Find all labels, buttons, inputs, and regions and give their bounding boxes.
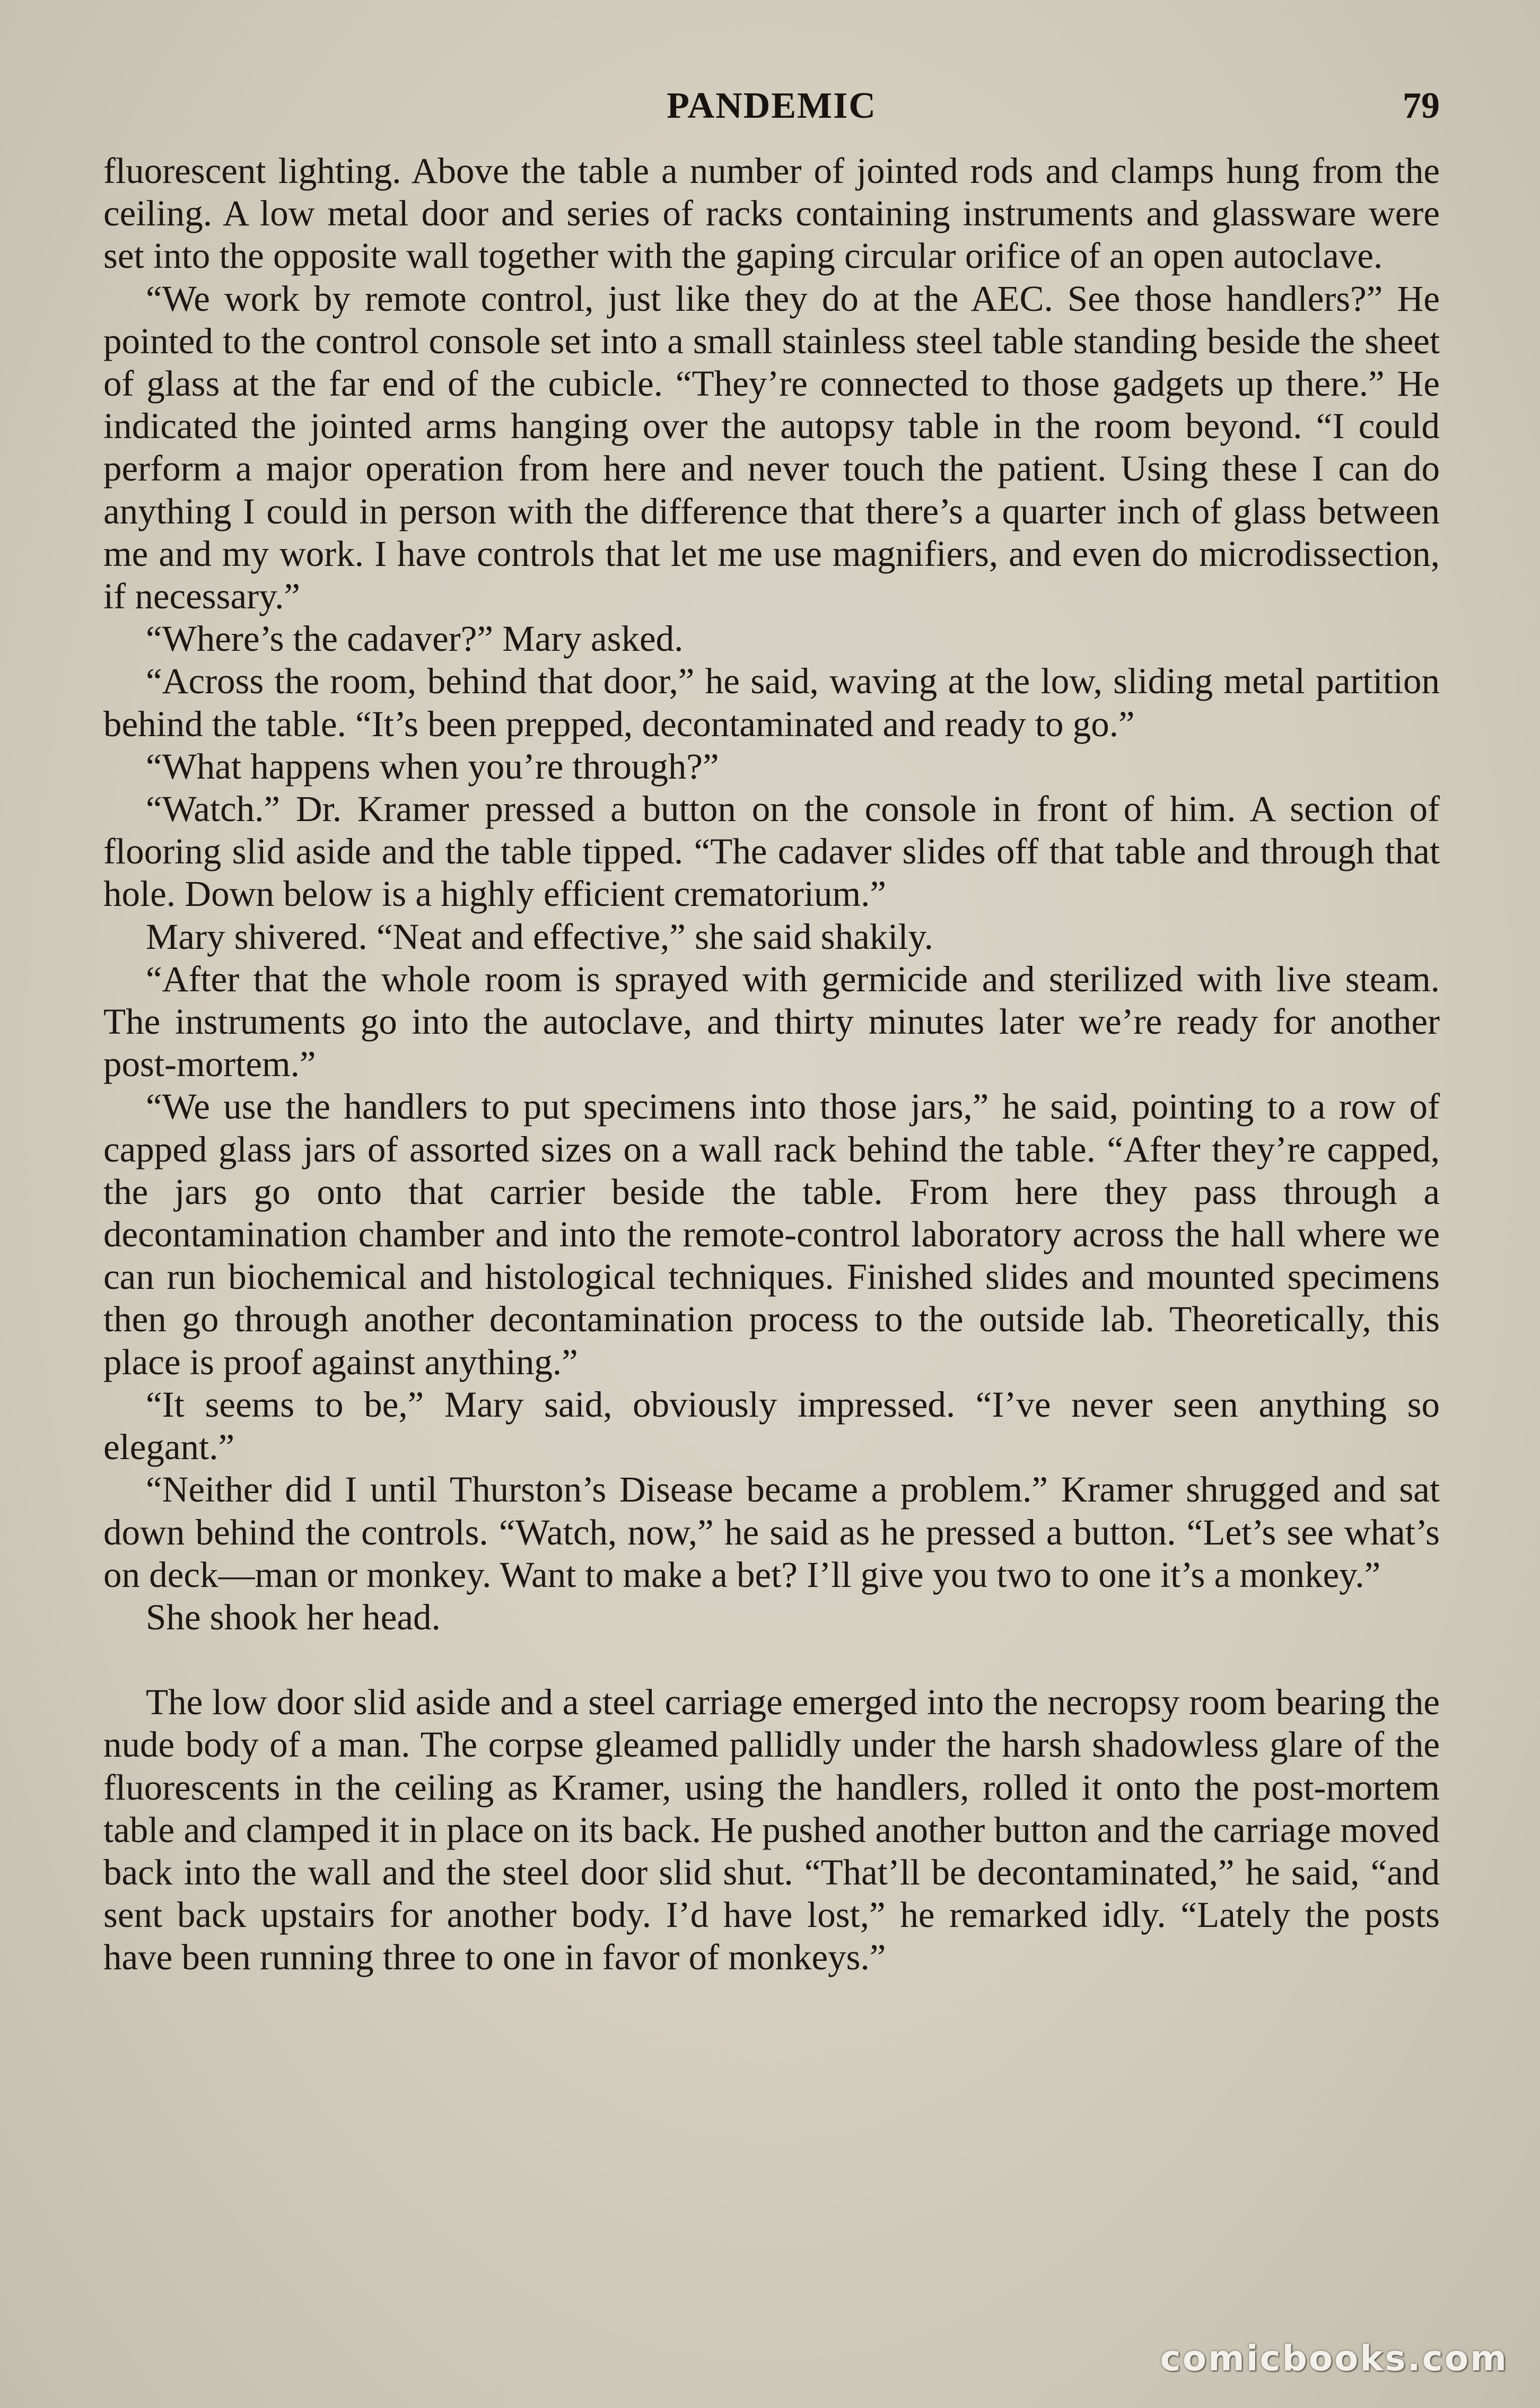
paragraph: “It seems to be,” Mary said, obviously impressed. “I’ve never seen anything so elegant.” [103, 1384, 1440, 1468]
paragraph: “Across the room, behind that door,” he said, waving at the low, sliding metal partition behind the table. “It’s been prepped, decontaminated and ready to go.” [103, 661, 1440, 744]
paragraph: fluorescent lighting. Above the table a number of jointed rods and clamps hung from the ceiling. A low metal door and series of racks containing instruments and glassware were set into the opposite wall together with the gaping circular orifice of an open autoclave. [103, 151, 1440, 276]
watermark: comicbooks.com [1160, 2338, 1508, 2379]
paragraph: “Where’s the cadaver?” Mary asked. [146, 618, 684, 659]
paragraph: She shook her head. [146, 1596, 441, 1637]
paragraph: Mary shivered. “Neat and effective,” she said shakily. [146, 916, 933, 957]
paragraph: “We use the handlers to put specimens into those jars,” he said, pointing to a row of capped glass jars of assorted sizes on a wall rack behind the table. “After they’re capped, the jars go onto that carrier beside the table. From here they pass through a decontamination chamber and into the remote-control laboratory across the hall where we can run biochemical and histological techniques. Finished slides and mounted specimens then go through another decontamination process to the outside lab. Theoretically, this place is proof against anything.” [103, 1086, 1440, 1382]
paragraph: “After that the whole room is sprayed with germicide and sterilized with live steam. The instruments go into the autoclave, and thirty minutes later we’re ready for another post-mortem.” [103, 958, 1440, 1085]
paragraph: “What happens when you’re through?” [146, 746, 719, 787]
paragraph: “We work by remote control, just like they do at the AEC. See those handlers?” He pointed to the control console set into a small stainless steel table standing beside the sheet of glass at the far end of the cubicle. “They’re connected to those gadgets up there.” He indicated the jointed arms hanging over the autopsy table in the room beyond. “I could perform a major operation from here and never touch the patient. Using these I can do anything I could in person with the difference that there’s a quarter inch of glass between me and my work. I have controls that let me use magnifiers, and even do microdissection, if necessary.” [103, 278, 1440, 617]
running-title: PANDEMIC [667, 85, 877, 126]
running-head [103, 80, 1440, 133]
paragraph: “Neither did I until Thurston’s Disease became a problem.” Kramer shrugged and sat down behind the controls. “Watch, now,” he said as he pressed a button. “Let’s see what’s on deck—man or monkey. Want to make a bet? I’ll give you two to one it’s a monkey.” [103, 1469, 1440, 1595]
paragraph: The low door slid aside and a steel carriage emerged into the necropsy room bearing the nude body of a man. The corpse gleamed pallidly under the harsh shadowless glare of the fluorescents in the ceiling as Kramer, using the handlers, rolled it onto the post-mortem table and clamped it in place on its back. He pushed another button and the carriage moved back into the wall and the steel door slid shut. “That’ll be decontaminated,” he said, “and sent back upstairs for another body. I’d have lost,” he remarked idly. “Lately the posts have been running three to one in favor of monkeys.” [103, 1682, 1440, 1978]
page-number: 79 [1403, 85, 1440, 126]
paragraph: “Watch.” Dr. Kramer pressed a button on the console in front of him. A section of flooring slid aside and the table tipped. “The cadaver slides off that table and through that hole. Down below is a highly efficient crematorium.” [103, 789, 1440, 914]
body-text [103, 150, 1440, 1979]
